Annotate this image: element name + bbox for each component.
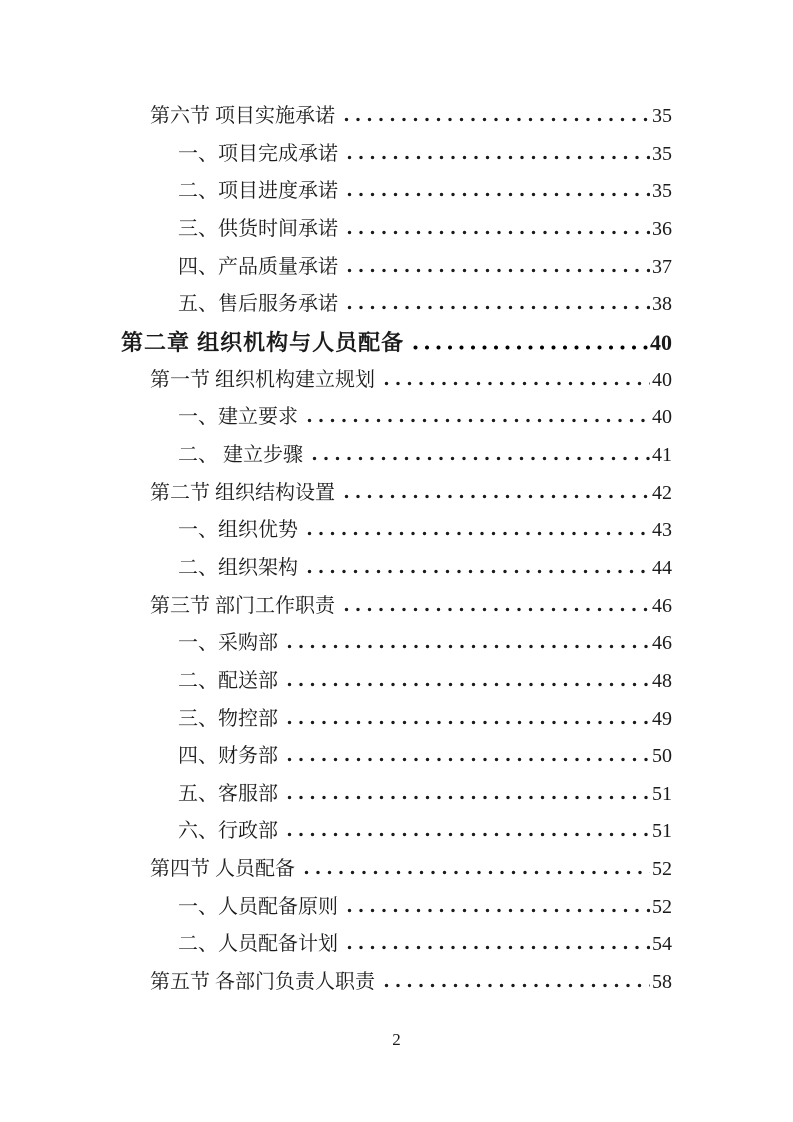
toc-entry (121, 776, 672, 814)
dot-leader (287, 682, 650, 687)
dot-leader (287, 720, 650, 725)
toc-entry-page-number: 35 (652, 180, 672, 203)
toc-entry (121, 286, 672, 324)
toc-entry-label: 第一节 组织机构建立规划 (150, 368, 375, 391)
toc-entry-page-number: 35 (652, 105, 672, 127)
dot-leader (347, 268, 650, 273)
toc-entry-page-number: 43 (652, 519, 672, 542)
toc-entry-page-number: 36 (652, 217, 672, 240)
toc-entry-label: 三、供货时间承诺 (178, 217, 338, 240)
toc-entry (121, 926, 672, 964)
toc-entry (121, 211, 672, 249)
dot-leader (312, 456, 650, 461)
dot-leader (347, 945, 650, 950)
toc-entry-page-number: 40 (650, 329, 672, 355)
dot-leader (307, 418, 650, 423)
dot-leader (384, 381, 650, 386)
toc-entry-label: 六、行政部 (178, 820, 278, 843)
toc-entry (121, 512, 672, 550)
toc-entry-page-number: 52 (652, 858, 672, 881)
toc-entry (121, 475, 672, 513)
toc-entry (121, 588, 672, 626)
page-number: 2 (392, 1030, 401, 1049)
dot-leader (344, 117, 650, 122)
toc-entry-label: 四、产品质量承诺 (178, 255, 338, 278)
toc-entry-label: 四、财务部 (178, 745, 278, 768)
toc-entry (121, 851, 672, 889)
dot-leader (347, 230, 650, 235)
dot-leader (347, 192, 650, 197)
toc-entry (121, 362, 672, 400)
toc-entry (121, 437, 672, 475)
toc-entry-page-number: 51 (652, 820, 672, 843)
toc-entry (121, 98, 672, 136)
toc-entry-label: 二、配送部 (178, 669, 278, 692)
toc-entry (121, 964, 672, 1002)
dot-leader (307, 569, 650, 574)
dot-leader (344, 607, 650, 612)
toc-entry-page-number: 42 (652, 481, 672, 504)
toc-entry-page-number: 49 (652, 707, 672, 730)
dot-leader (347, 155, 650, 160)
toc-entry (121, 701, 672, 739)
toc-entry-page-number: 37 (652, 255, 672, 278)
toc-entry-label: 第二节 组织结构设置 (150, 481, 335, 504)
toc-entry-label: 二、人员配备计划 (178, 933, 338, 956)
toc-entry-label: 一、组织优势 (178, 519, 298, 542)
toc-entry-page-number: 52 (652, 895, 672, 918)
toc-entry-label: 第四节 人员配备 (150, 858, 295, 881)
toc-entry-page-number: 51 (652, 782, 672, 805)
toc-entry-label: 二、项目进度承诺 (178, 180, 338, 203)
toc-entry (121, 550, 672, 588)
dot-leader (384, 983, 650, 988)
dot-leader (347, 305, 650, 310)
toc-entry (121, 136, 672, 174)
toc-entry-page-number: 44 (652, 556, 672, 579)
toc-entry-page-number: 38 (652, 293, 672, 316)
toc-entry-label: 第六节 项目实施承诺 (150, 105, 335, 127)
toc-entry-label: 一、采购部 (178, 632, 278, 655)
dot-leader (287, 644, 650, 649)
toc-entry-label: 三、物控部 (178, 707, 278, 730)
toc-entry-label: 二、组织架构 (178, 556, 298, 579)
toc-entry-label: 第三节 部门工作职责 (150, 594, 335, 617)
toc-entry-page-number: 48 (652, 669, 672, 692)
dot-leader (287, 757, 650, 762)
toc-entry (121, 738, 672, 776)
toc-entry (121, 625, 672, 663)
dot-leader (304, 870, 650, 875)
toc-entry (121, 324, 672, 362)
toc-entry-page-number: 40 (652, 368, 672, 391)
toc-entry (121, 813, 672, 851)
table-of-contents (121, 98, 672, 1002)
toc-entry-page-number: 40 (652, 406, 672, 429)
toc-entry-page-number: 46 (652, 594, 672, 617)
toc-entry (121, 663, 672, 701)
toc-entry-label: 一、项目完成承诺 (178, 142, 338, 165)
toc-entry-label: 五、客服部 (178, 782, 278, 805)
toc-entry-label: 一、建立要求 (178, 406, 298, 429)
dot-leader (307, 531, 650, 536)
dot-leader (344, 494, 650, 499)
dot-leader (413, 345, 648, 350)
toc-entry-label: 第二章 组织机构与人员配备 (121, 329, 405, 355)
dot-leader (287, 795, 650, 800)
toc-entry-page-number: 46 (652, 632, 672, 655)
toc-entry-label: 第五节 各部门负责人职责 (150, 971, 375, 994)
toc-entry-page-number: 50 (652, 745, 672, 768)
toc-entry (121, 173, 672, 211)
toc-entry-label: 五、售后服务承诺 (178, 293, 338, 316)
toc-entry-page-number: 35 (652, 142, 672, 165)
toc-entry-page-number: 41 (652, 443, 672, 466)
toc-entry-page-number: 54 (652, 933, 672, 956)
toc-entry (121, 889, 672, 927)
dot-leader (287, 832, 650, 837)
toc-entry-label: 二、 建立步骤 (178, 443, 303, 466)
toc-entry-label: 一、人员配备原则 (178, 895, 338, 918)
dot-leader (347, 908, 650, 913)
toc-entry-page-number: 58 (652, 971, 672, 994)
toc-entry (121, 249, 672, 287)
toc-entry (121, 399, 672, 437)
